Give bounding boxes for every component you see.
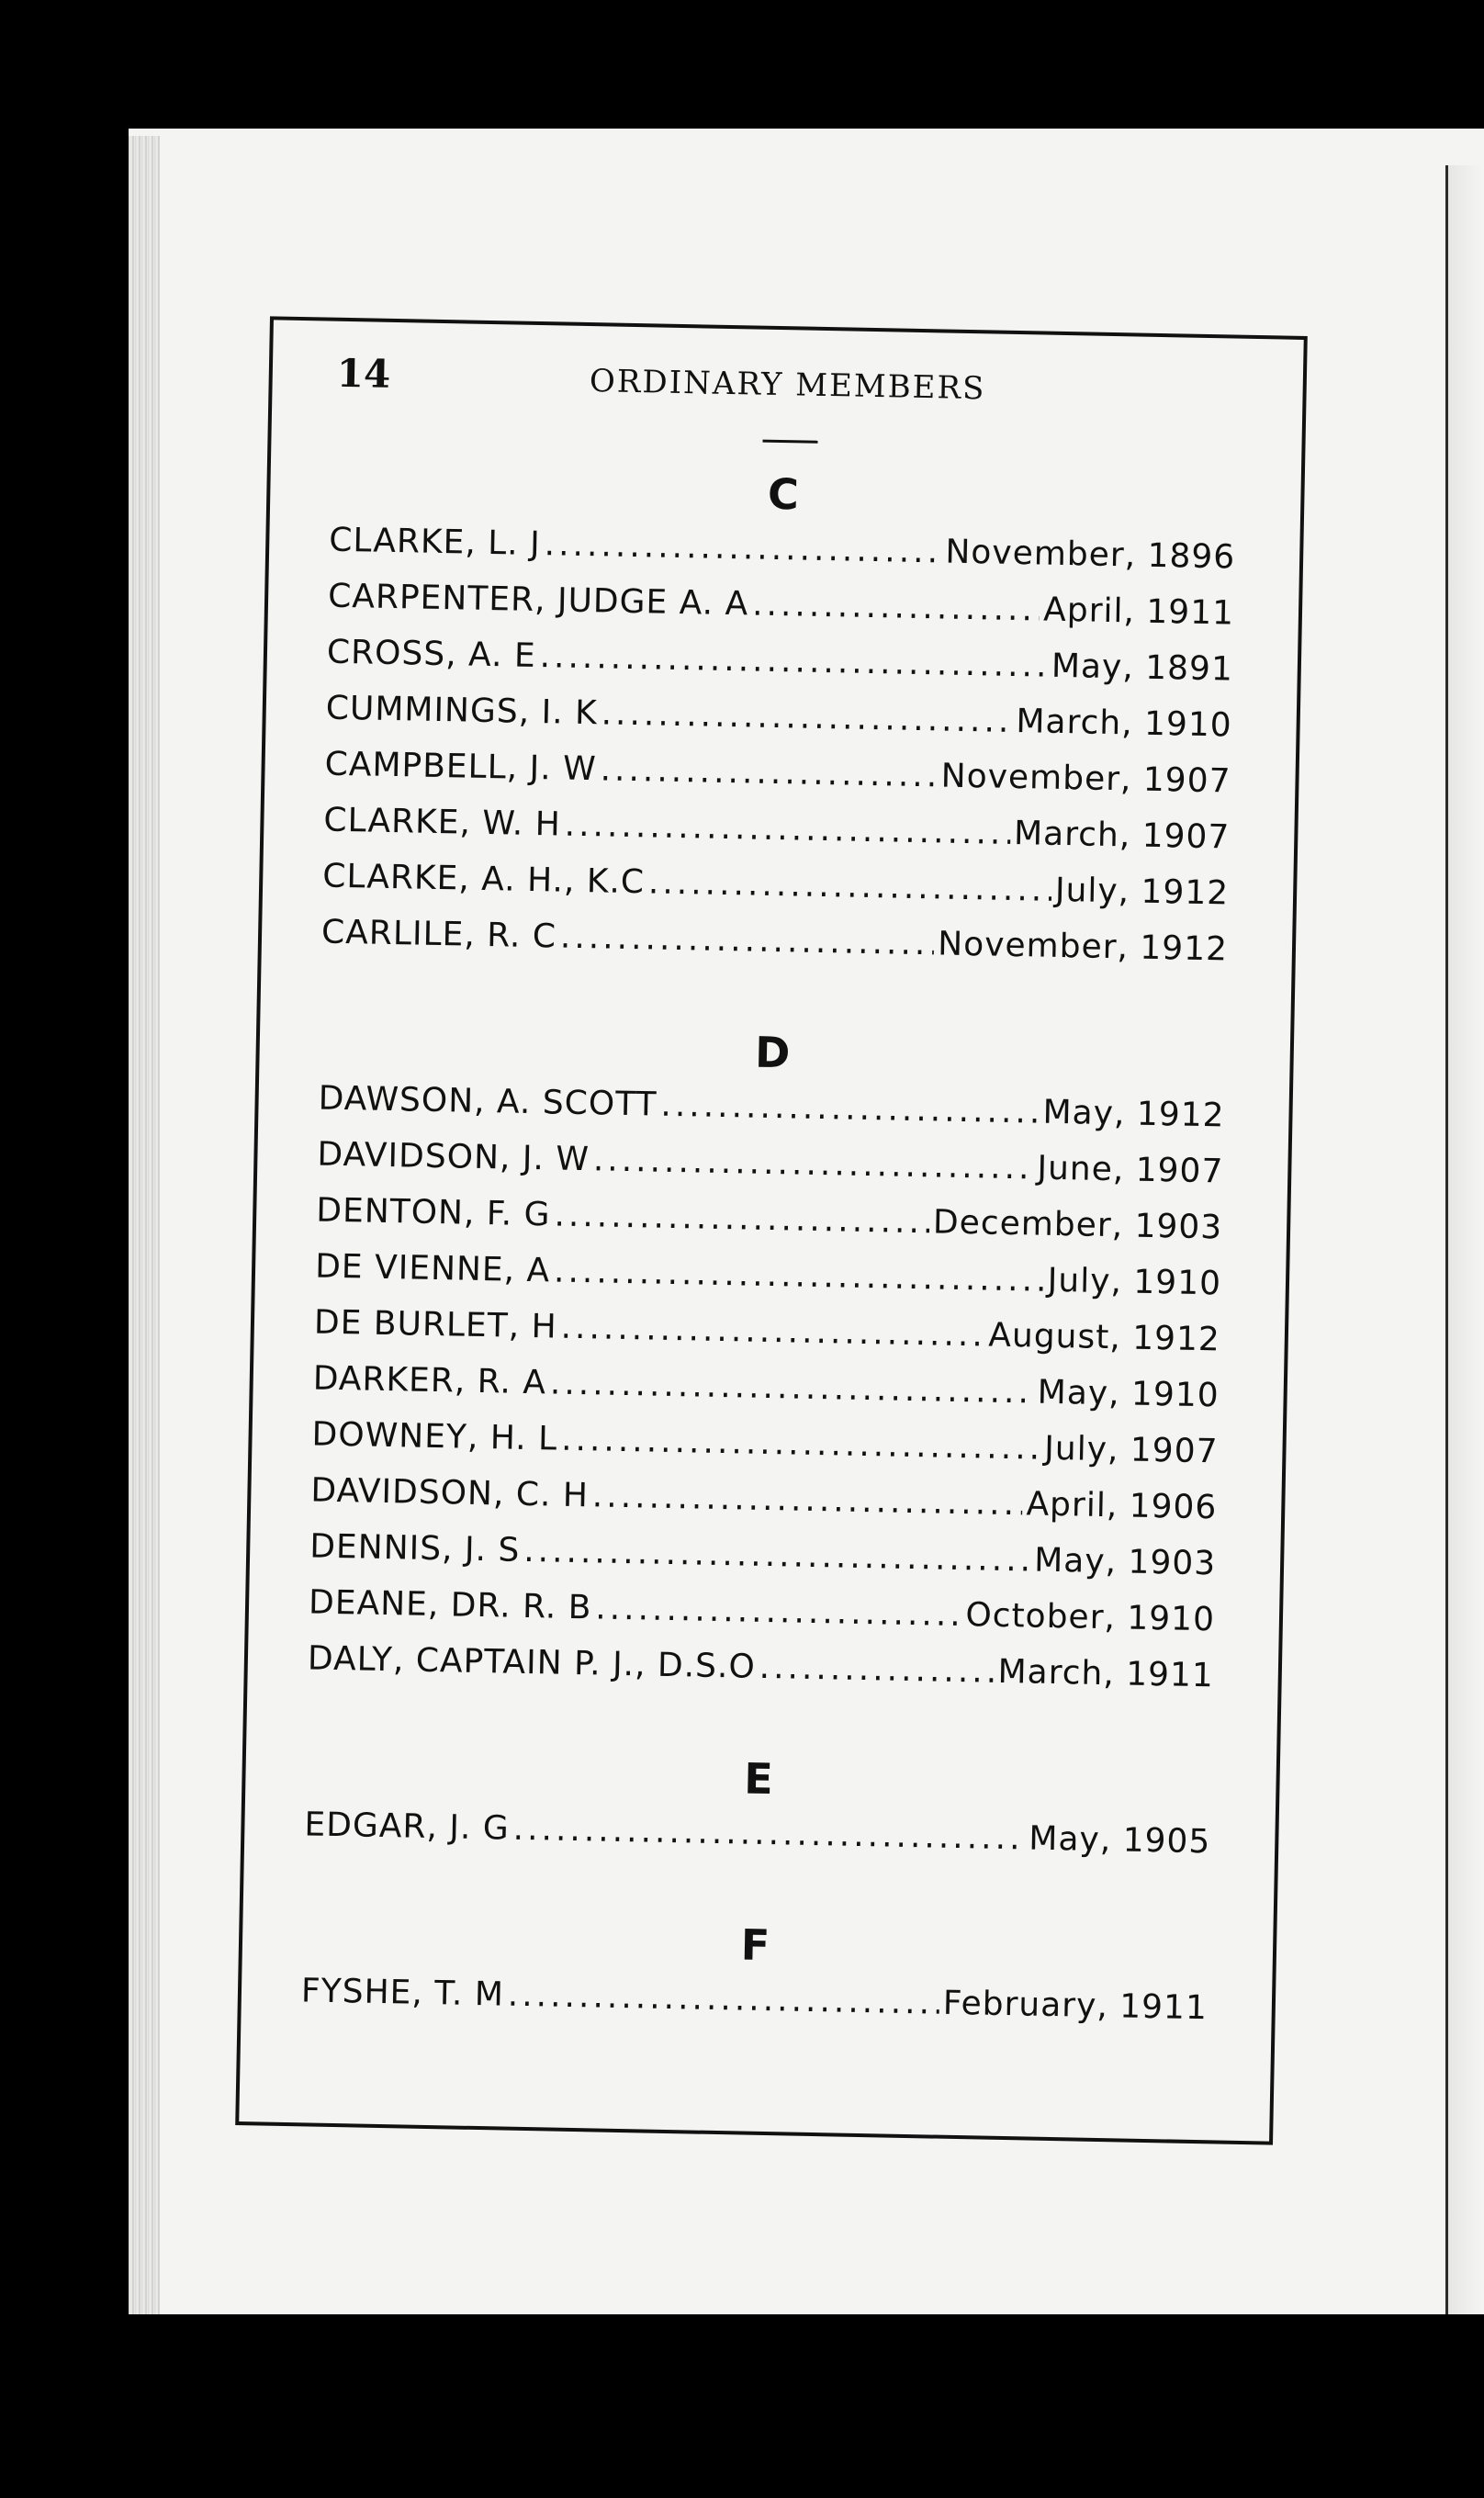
member-name: CROSS, A. E	[326, 633, 537, 675]
member-date: March, 1907	[1013, 814, 1231, 857]
member-name: DAWSON, A. SCOTT	[318, 1079, 658, 1124]
member-date: February, 1911	[942, 1984, 1209, 2028]
dot-leader	[544, 525, 941, 570]
dot-leader	[600, 750, 938, 794]
dot-leader	[560, 918, 935, 963]
dot-leader	[508, 1976, 940, 2022]
member-name: CLARKE, W. H	[323, 801, 562, 844]
head-rule	[762, 440, 817, 444]
member-date: October, 1910	[965, 1596, 1216, 1639]
member-name: DARKER, R. A	[312, 1359, 547, 1402]
dot-leader	[593, 1141, 1034, 1187]
member-name: DOWNEY, H. L	[311, 1415, 558, 1458]
member-name: DENTON, F. G	[315, 1191, 551, 1234]
section-letter: C	[767, 468, 800, 520]
member-date: May, 1891	[1051, 647, 1234, 689]
dot-leader	[648, 863, 1052, 908]
facing-page-edge	[1445, 165, 1484, 2314]
member-name: EDGAR, J. G	[304, 1806, 511, 1848]
running-head: ORDINARY MEMBERS	[589, 363, 986, 408]
member-date: June, 1907	[1037, 1149, 1224, 1191]
dot-leader	[560, 1309, 984, 1355]
member-date: March, 1910	[1016, 703, 1233, 745]
page-number: 14	[336, 350, 391, 397]
member-date: August, 1912	[987, 1316, 1221, 1359]
member-name: CARLILE, R. C	[320, 913, 557, 956]
member-date: May, 1910	[1037, 1373, 1220, 1415]
member-name: DENNIS, J. S	[309, 1527, 521, 1570]
member-name: DAVIDSON, J. W	[317, 1135, 590, 1179]
member-name: CLARKE, A. H., K.C	[321, 857, 646, 902]
member-name: CUMMINGS, I. K	[325, 689, 599, 733]
member-date: April, 1911	[1042, 591, 1235, 633]
member-date: July, 1912	[1054, 871, 1230, 913]
member-date: November, 1912	[937, 925, 1229, 969]
dot-leader	[660, 1086, 1040, 1131]
member-name: FYSHE, T. M	[300, 1972, 505, 2014]
section-letter: F	[740, 1919, 770, 1971]
page-stack-edge	[129, 136, 160, 2314]
member-name: DE VIENNE, A	[314, 1247, 551, 1290]
member-name: DEANE, DR. R. B	[308, 1583, 592, 1627]
member-name: CAMPBELL, J. W	[324, 745, 598, 789]
dot-leader	[759, 1648, 995, 1691]
member-name: CARPENTER, JUDGE A. A	[327, 577, 749, 624]
dot-leader	[601, 694, 1013, 740]
dot-leader	[554, 1196, 929, 1241]
member-name: CLARKE, L. J	[328, 521, 542, 564]
member-date: May, 1903	[1033, 1541, 1217, 1583]
member-name: DALY, CAPTAIN P. J., D.S.O	[307, 1639, 757, 1686]
dot-leader	[561, 1421, 1041, 1468]
member-date: March, 1911	[997, 1652, 1215, 1695]
member-date: May, 1905	[1029, 1819, 1211, 1862]
section-letter: D	[754, 1027, 791, 1078]
member-name: DE BURLET, H	[313, 1303, 558, 1346]
member-name: DAVIDSON, C. H	[310, 1471, 590, 1515]
member-date: December, 1903	[932, 1203, 1223, 1247]
member-date: April, 1906	[1026, 1485, 1218, 1527]
member-date: November, 1907	[940, 757, 1231, 801]
dot-leader	[564, 806, 1010, 852]
section-letter: E	[743, 1753, 774, 1805]
member-date: July, 1907	[1043, 1429, 1219, 1471]
member-date: November, 1896	[945, 533, 1236, 577]
page-frame	[235, 316, 1308, 2144]
member-date: July, 1910	[1047, 1261, 1222, 1303]
dot-leader	[550, 1364, 1035, 1411]
member-list	[300, 450, 1237, 2046]
dot-leader	[595, 1589, 962, 1634]
dot-leader	[592, 1477, 1023, 1523]
member-date: May, 1912	[1042, 1093, 1225, 1135]
dot-leader	[752, 585, 1040, 628]
